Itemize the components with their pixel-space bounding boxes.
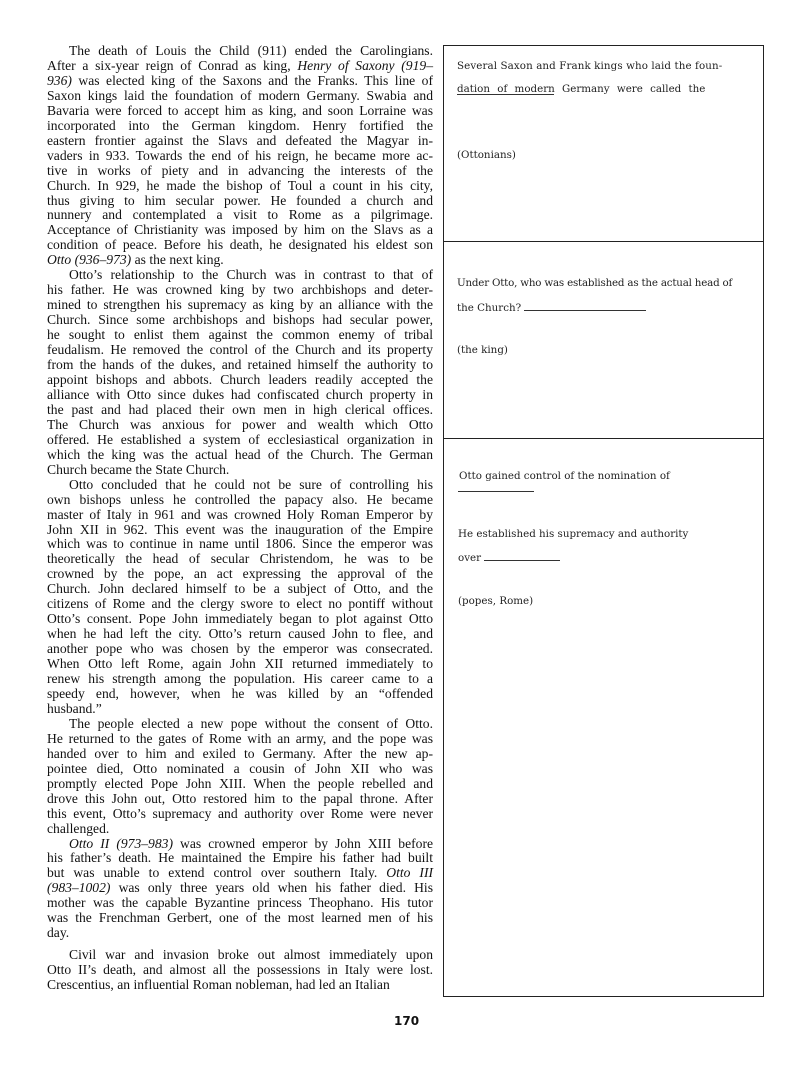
text-line: which was to continue in name until 1806. Since the emperor was [47, 536, 433, 552]
frame-2-question-line-1: Under Otto, who was established as the actual head of [457, 277, 733, 289]
text-line: Church became the State Church. [47, 461, 230, 477]
paragraph [47, 837, 433, 942]
text-line: The death of Louis the Child (911) ended the Carolingians. [69, 43, 433, 58]
frame-2-question-line-2: the Church? [457, 302, 646, 314]
text-line: he sought to enlist them against the common enemy of tribal [47, 327, 433, 343]
text-line: Church. Since some archbishops and bishops had secular power, [47, 312, 433, 328]
text-line: from the hands of the dukes, and retained himself the authority to [47, 357, 433, 373]
frame-2-answer: (the king) [457, 344, 508, 356]
text-line: citizens of Rome and the clergy swore to elect no pontiff without [47, 596, 433, 612]
text-line: (983–1002) was only three years old when his father died. His [47, 880, 433, 896]
text-line: Acceptance of Christianity was imposed by him on the Slavs as a [47, 222, 433, 238]
text-line: when he had left the city. Otto’s return caused John to flee, and [47, 626, 433, 642]
frame-3-question-line-3: over [458, 552, 560, 564]
text-line: his father’s death. He maintained the Empire his father had built [47, 850, 433, 866]
main-text-column [47, 44, 433, 993]
text-line: Otto (936–973) as the next king. [47, 252, 224, 268]
text-line: vaders in 933. Towards the end of his reign, he became more ac- [47, 147, 433, 163]
text-line: 936) was elected king of the Saxons and the Franks. This line of [47, 72, 433, 88]
text-line: his father. He was crowned king by two archbishops and deter- [47, 282, 433, 298]
text-line: mined to strengthen his supremacy as king by an alliance with the [47, 297, 433, 313]
text-line: Saxon kings laid the foundation of modern Germany. Swabia and [47, 87, 433, 103]
frame-1-answer: (Ottonians) [457, 149, 516, 161]
frame-1-question-line-2: dation of modern Germany were called the [457, 83, 706, 95]
text-line: theoretically the head of secular Christendom, he was to be [47, 551, 433, 567]
text-line: Otto concluded that he could not be sure of controlling his [69, 476, 433, 492]
text-line: thus giving to him secular power. He founded a church and [47, 192, 433, 208]
paragraph [47, 44, 433, 268]
text-line: incorporated into the German kingdom. Henry fortified the [47, 117, 433, 133]
text-line: Bavaria were forced to accept him as king, and soon Lorraine was [47, 102, 433, 118]
text-line: Otto II’s death, and almost all the possessions in Italy were lost. [47, 962, 433, 978]
page-number: 170 [394, 1014, 420, 1028]
text-line: which the king was the actual head of the Church. The German [47, 446, 433, 462]
text-line: tive in works of piety and in advancing the interests of the [47, 162, 433, 178]
frame-3-question-line-2: He established his supremacy and authority [458, 528, 689, 540]
text-line: renew his strength among the population. His career came to a [47, 671, 433, 687]
frame-3-answer-blank-2 [484, 560, 560, 561]
text-line: The Church was anxious for power and wealth which Otto [47, 416, 433, 432]
text-line: feudalism. He removed the control of the Church and its property [47, 342, 433, 358]
text-line: alliance with Otto since dukes had confiscated church property in [47, 386, 433, 402]
frame-1-question-line-1: Several Saxon and Frank kings who laid the foun- [457, 60, 723, 72]
text-line: appoint bishops and abbots. Church leaders readily accepted the [47, 371, 433, 387]
text-line: Crescentius, an influential Roman nobleman, had led an Italian [47, 977, 390, 993]
text-line: He returned to the gates of Rome with an army, and the pope was [47, 730, 433, 746]
text-line: master of Italy in 961 and was crowned Holy Roman Emperor by [47, 506, 433, 522]
text-line: offered. He established a system of ecclesiastical organization in [47, 431, 433, 447]
text-line: Otto’s relationship to the Church was in contrast to that of [69, 267, 433, 283]
frame-3-question-line-1: Otto gained control of the nomination of [459, 470, 670, 482]
text-line: challenged. [47, 820, 110, 836]
text-line: handed over to him and exiled to Germany. After the new ap- [47, 745, 433, 761]
frame-3-answer-blank-1 [458, 491, 534, 492]
text-line: another pope who was chosen by the emperor was consecrated. [47, 641, 433, 657]
text-line: own bishops unless he controlled the papacy also. He became [47, 491, 433, 507]
text-line: promptly elected Pope John XIII. When the people rebelled and [47, 775, 433, 791]
paragraph [47, 948, 433, 993]
text-line: drove this John out, Otto restored him to the papal throne. After [47, 790, 433, 806]
text-line: nunnery and contemplated a visit to Rome as a pilgrimage. [47, 207, 433, 223]
text-line: the past and had placed their own men in high clerical offices. [47, 401, 433, 417]
text-line: Otto II (973–983) was crowned emperor by John XIII before [69, 835, 434, 851]
paragraph [47, 268, 433, 477]
paragraph [47, 478, 433, 717]
frame-3-answer: (popes, Rome) [458, 595, 534, 607]
programmed-frames-box [443, 45, 764, 997]
text-line: crowned by the pope, an act expressing the approval of the [47, 566, 433, 582]
frame-divider [444, 438, 763, 439]
frame-divider [444, 241, 763, 242]
text-line: When Otto left Rome, again John XII returned immediately to [47, 656, 433, 672]
frame-2-answer-blank [524, 310, 646, 311]
text-line: John XII in 962. This event was the inauguration of the Empire [47, 521, 433, 537]
text-line: Civil war and invasion broke out almost immediately upon [69, 947, 433, 963]
text-line: was the Frenchman Gerbert, one of the most learned men of his [47, 910, 433, 926]
text-line: Otto’s consent. Pope John immediately began to plot against Otto [47, 611, 433, 627]
text-line: mother was the capable Byzantine princess Theophano. His tutor [47, 895, 433, 911]
frame-1-answer-blank [457, 94, 554, 95]
text-line: this event, Otto’s supremacy and authority over Rome were never [47, 805, 433, 821]
text-line: The people elected a new pope without the consent of Otto. [69, 715, 433, 731]
text-line: speedy end, however, when he was killed by an “offended [47, 685, 433, 701]
paragraph [47, 717, 433, 837]
text-line: day. [47, 925, 70, 941]
text-line: eastern frontier against the Slavs and defeated the Magyar in- [47, 132, 433, 148]
text-line: Church. John declared himself to be a subject of Otto, and the [47, 581, 433, 597]
text-line: but was unable to extend control over southern Italy. Otto III [47, 865, 433, 881]
text-line: Church. In 929, he made the bishop of Toul a count in his city, [47, 177, 433, 193]
text-line: husband.” [47, 700, 102, 716]
text-line: After a six-year reign of Conrad as king, Henry of Saxony (919– [47, 57, 433, 73]
text-line: condition of peace. Before his death, he designated his eldest son [47, 237, 433, 253]
text-line: pointee died, Otto nominated a cousin of John XII who was [47, 760, 433, 776]
